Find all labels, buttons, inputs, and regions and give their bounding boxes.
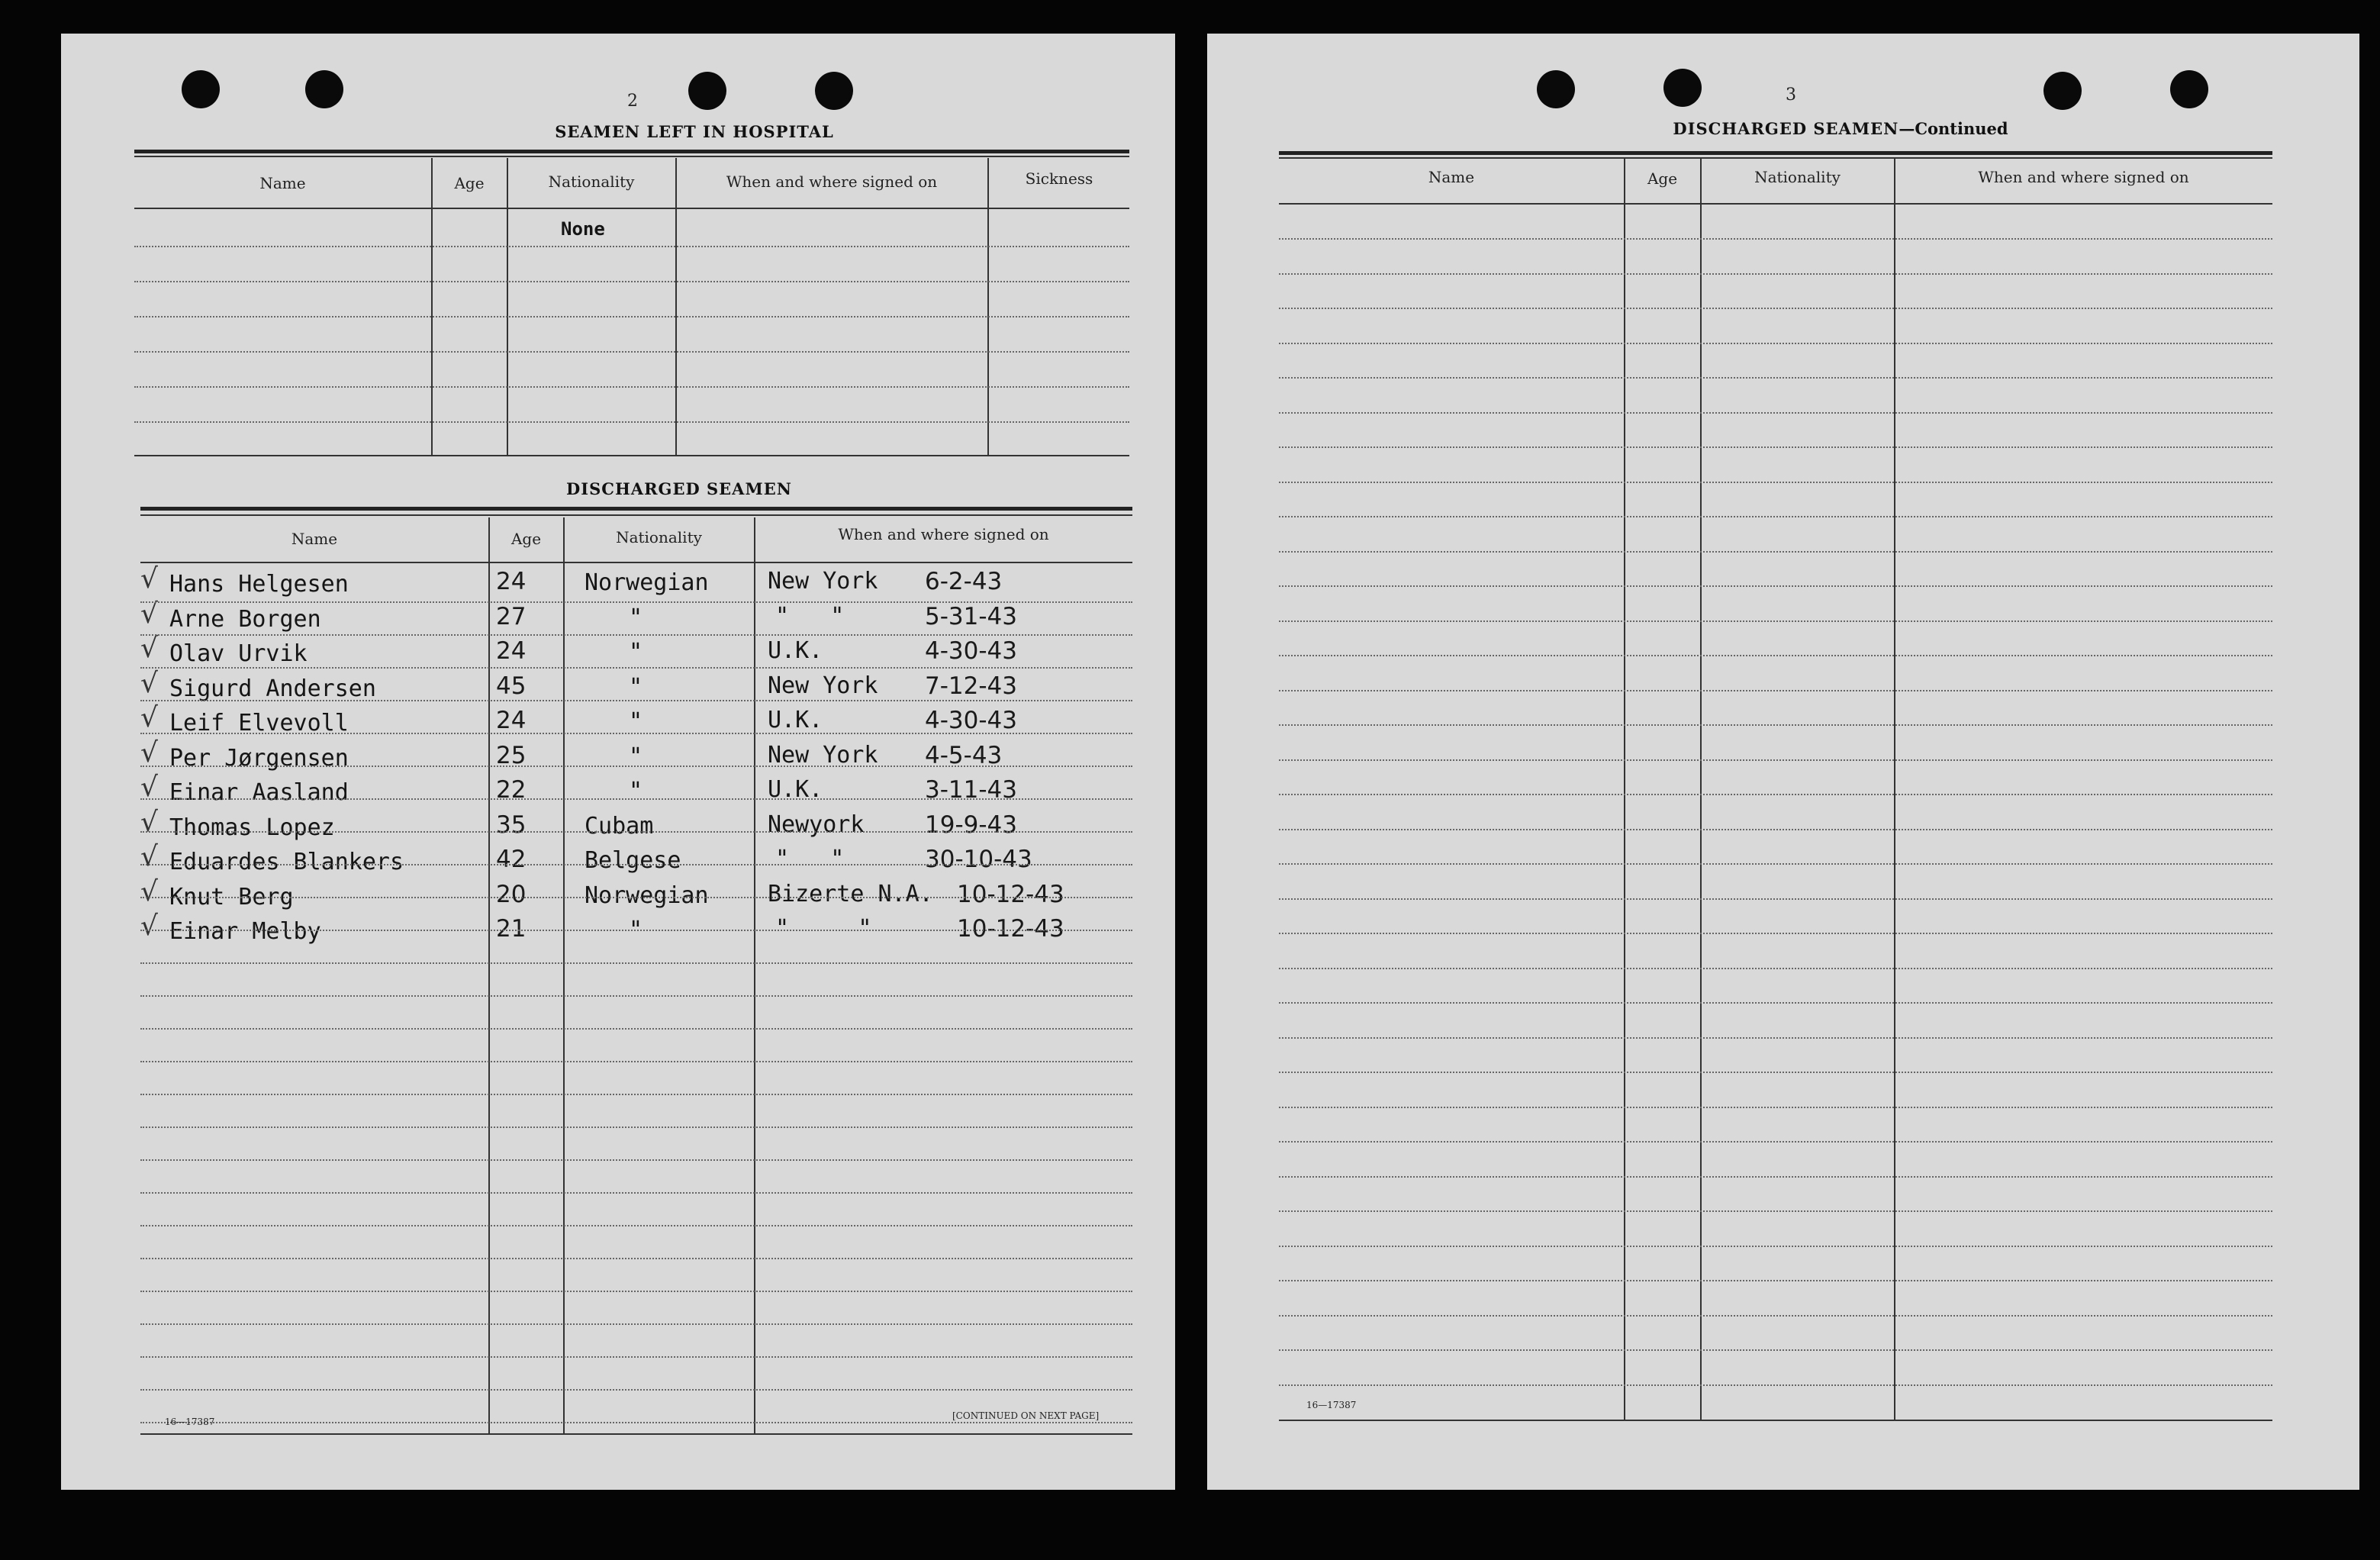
row-line	[1279, 1384, 2272, 1386]
signed-on-date: 6-2-43	[925, 568, 1003, 595]
rule	[134, 208, 1129, 209]
column-header-nationality: Nationality	[1754, 168, 1841, 186]
row-line	[140, 1291, 1132, 1292]
punch-hole	[815, 72, 853, 110]
column-divider	[563, 517, 565, 1433]
row-line	[1279, 412, 2272, 414]
column-divider	[675, 158, 677, 456]
signed-on-place: " "	[775, 846, 845, 872]
seaman-age: 24	[496, 568, 527, 595]
check-mark-icon: √	[140, 736, 158, 769]
row-line	[134, 281, 1129, 282]
row-line	[140, 1028, 1132, 1030]
check-mark-icon: √	[140, 875, 158, 907]
rule	[1279, 1420, 2272, 1421]
row-line	[140, 1159, 1132, 1161]
row-line	[1279, 655, 2272, 656]
row-line	[1279, 933, 2272, 934]
row-line	[140, 962, 1132, 964]
row-line	[1279, 690, 2272, 691]
signed-on-date: 10-12-43	[957, 880, 1064, 908]
column-header-signed-on: When and where signed on	[726, 172, 938, 191]
seaman-name: Knut Berg	[169, 883, 294, 911]
column-header-age: Age	[1647, 169, 1678, 188]
row-line	[1279, 898, 2272, 900]
row-line	[1279, 516, 2272, 517]
signed-on-place: New York	[768, 568, 878, 595]
check-mark-icon: √	[140, 667, 158, 699]
seaman-nationality: "	[629, 778, 643, 804]
row-line	[134, 421, 1129, 423]
signed-on-place: " "	[775, 602, 845, 630]
rule	[1279, 157, 2272, 159]
row-line	[140, 864, 1132, 865]
seaman-name: Per Jørgensen	[169, 744, 349, 772]
seaman-age: 21	[496, 915, 527, 943]
signed-on-place: U.K.	[768, 776, 823, 803]
row-line	[140, 765, 1132, 767]
row-line	[1279, 829, 2272, 830]
row-line	[1279, 1246, 2272, 1247]
left-page	[61, 34, 1175, 1490]
seaman-name: Einar Melby	[169, 918, 321, 945]
rule	[134, 455, 1129, 456]
seaman-nationality: "	[629, 604, 643, 631]
column-header-nationality: Nationality	[548, 172, 635, 191]
row-line	[140, 1061, 1132, 1062]
signed-on-date: 19-9-43	[925, 811, 1017, 839]
signed-on-date: 5-31-43	[925, 602, 1017, 630]
seaman-nationality: Cubam	[585, 812, 654, 840]
row-line	[1279, 724, 2272, 726]
signed-on-date: 10-12-43	[957, 915, 1064, 943]
seaman-age: 24	[496, 707, 527, 734]
seaman-nationality: "	[629, 639, 643, 666]
column-header-sickness: Sickness	[1025, 169, 1093, 188]
row-line	[140, 1389, 1132, 1391]
seaman-age: 45	[496, 672, 527, 700]
row-line	[1279, 1280, 2272, 1281]
row-line	[140, 1323, 1132, 1325]
seaman-age: 24	[496, 637, 527, 665]
row-line	[140, 1192, 1132, 1194]
row-line	[134, 386, 1129, 388]
row-line	[1279, 273, 2272, 275]
page-number: 2	[627, 92, 638, 111]
seaman-nationality: Norwegian	[585, 569, 709, 596]
row-line	[140, 831, 1132, 833]
column-header-age: Age	[454, 174, 485, 192]
check-mark-icon: √	[140, 806, 158, 838]
row-line	[1279, 1107, 2272, 1108]
row-line	[134, 316, 1129, 317]
seaman-age: 22	[496, 776, 527, 804]
seaman-name: Eduardes Blankers	[169, 849, 404, 875]
rule	[134, 150, 1129, 153]
row-line	[140, 601, 1132, 603]
form-number: 16—17387	[165, 1417, 215, 1427]
row-line	[1279, 1315, 2272, 1317]
seaman-name: Leif Elvevoll	[169, 710, 349, 736]
column-divider	[754, 517, 755, 1433]
signed-on-date: 4-30-43	[925, 707, 1017, 734]
column-divider	[987, 158, 989, 456]
row-line	[1279, 238, 2272, 240]
seaman-age: 27	[496, 602, 527, 630]
row-line	[1279, 377, 2272, 379]
row-line	[1279, 1349, 2272, 1351]
column-header-signed-on: When and where signed on	[838, 525, 1049, 543]
row-line	[140, 667, 1132, 669]
rule	[140, 1433, 1132, 1435]
seaman-nationality: "	[629, 917, 643, 943]
column-divider	[431, 158, 433, 456]
check-mark-icon: √	[140, 911, 158, 942]
column-divider	[507, 158, 508, 456]
row-line	[1279, 968, 2272, 969]
seaman-age: 20	[496, 880, 527, 908]
punch-hole	[688, 72, 726, 110]
row-line	[140, 1258, 1132, 1259]
row-line	[1279, 794, 2272, 795]
row-line	[140, 1126, 1132, 1128]
row-line	[1279, 1176, 2272, 1178]
row-line	[140, 1225, 1132, 1226]
signed-on-date: 4-30-43	[925, 637, 1017, 665]
continued-note: [CONTINUED ON NEXT PAGE]	[952, 1410, 1100, 1421]
check-mark-icon: √	[140, 563, 158, 595]
row-line	[134, 246, 1129, 247]
hospital-entry-none: None	[561, 218, 605, 240]
rule	[140, 562, 1132, 563]
row-line	[1279, 482, 2272, 483]
punch-hole	[1663, 69, 1702, 107]
column-header-name: Name	[291, 530, 338, 548]
signed-on-place: " "	[775, 915, 872, 942]
signed-on-date: 7-12-43	[925, 672, 1017, 700]
right-title-main: DISCHARGED SEAMEN	[1673, 119, 1899, 138]
rule	[134, 156, 1129, 157]
row-line	[1279, 585, 2272, 587]
punch-hole	[305, 70, 343, 108]
right-section-title	[1573, 119, 2108, 138]
seaman-age: 35	[496, 811, 527, 839]
check-mark-icon: √	[140, 598, 158, 630]
signed-on-date: 3-11-43	[925, 776, 1017, 804]
row-line	[1279, 446, 2272, 448]
row-line	[140, 1356, 1132, 1358]
row-line	[1279, 1002, 2272, 1004]
check-mark-icon: √	[140, 633, 158, 664]
signed-on-place: New York	[768, 741, 878, 769]
rule	[140, 507, 1132, 511]
row-line	[140, 995, 1132, 997]
right-page	[1207, 34, 2359, 1490]
rule	[140, 514, 1132, 516]
row-line	[134, 351, 1129, 353]
row-line	[140, 700, 1132, 701]
seaman-age: 25	[496, 741, 527, 769]
seaman-nationality: "	[629, 708, 643, 735]
column-divider	[1624, 159, 1625, 1420]
row-line	[140, 798, 1132, 800]
row-line	[1279, 863, 2272, 865]
signed-on-date: 30-10-43	[925, 846, 1032, 873]
column-header-nationality: Nationality	[616, 528, 702, 546]
seaman-name: Einar Aasland	[169, 779, 349, 806]
column-header-name: Name	[1428, 168, 1475, 186]
rule	[1279, 203, 2272, 205]
row-line	[1279, 308, 2272, 309]
check-mark-icon: √	[140, 841, 158, 872]
form-number: 16—17387	[1306, 1400, 1357, 1410]
row-line	[1279, 759, 2272, 761]
punch-hole	[2043, 72, 2082, 110]
column-divider	[488, 517, 490, 1433]
column-header-signed-on: When and where signed on	[1978, 168, 2189, 186]
punch-hole	[2170, 70, 2208, 108]
signed-on-place: U.K.	[768, 637, 823, 664]
rule	[1279, 151, 2272, 155]
seaman-nationality: Belgese	[585, 847, 681, 874]
check-mark-icon: √	[140, 702, 158, 733]
row-line	[1279, 1141, 2272, 1143]
row-line	[1279, 1037, 2272, 1039]
row-line	[140, 1422, 1132, 1423]
seaman-name: Sigurd Andersen	[169, 675, 376, 702]
seaman-nationality: "	[629, 743, 643, 770]
signed-on-date: 4-5-43	[925, 741, 1003, 769]
row-line	[1279, 620, 2272, 622]
row-line	[140, 897, 1132, 898]
column-header-name: Name	[259, 174, 306, 192]
row-line	[140, 930, 1132, 931]
signed-on-place: Newyork	[768, 811, 865, 838]
discharged-section-title: DISCHARGED SEAMEN	[566, 479, 792, 498]
seaman-nationality: "	[629, 673, 643, 701]
row-line	[1279, 1072, 2272, 1073]
punch-hole	[1537, 70, 1575, 108]
signed-on-place: Bizerte N.A.	[768, 880, 933, 907]
column-divider	[1700, 159, 1702, 1420]
seaman-nationality: Norwegian	[585, 882, 709, 909]
row-line	[1279, 343, 2272, 344]
signed-on-place: U.K.	[768, 707, 823, 733]
seaman-name: Arne Borgen	[169, 605, 321, 633]
page-number: 3	[1786, 85, 1796, 105]
punch-hole	[182, 70, 220, 108]
hospital-section-title: SEAMEN LEFT IN HOSPITAL	[555, 122, 834, 141]
row-line	[140, 634, 1132, 636]
seaman-name: Hans Helgesen	[169, 571, 349, 598]
row-line	[1279, 1210, 2272, 1212]
row-line	[140, 733, 1132, 734]
right-title-suffix: —Continued	[1899, 119, 2008, 138]
seaman-name: Olav Urvik	[169, 640, 308, 667]
row-line	[1279, 551, 2272, 553]
column-divider	[1894, 159, 1895, 1420]
check-mark-icon: √	[140, 772, 158, 803]
seaman-name: Thomas Lopez	[169, 814, 335, 841]
signed-on-place: New York	[768, 672, 878, 699]
row-line	[140, 1094, 1132, 1095]
seaman-age: 42	[496, 846, 527, 873]
column-header-age: Age	[510, 530, 542, 548]
